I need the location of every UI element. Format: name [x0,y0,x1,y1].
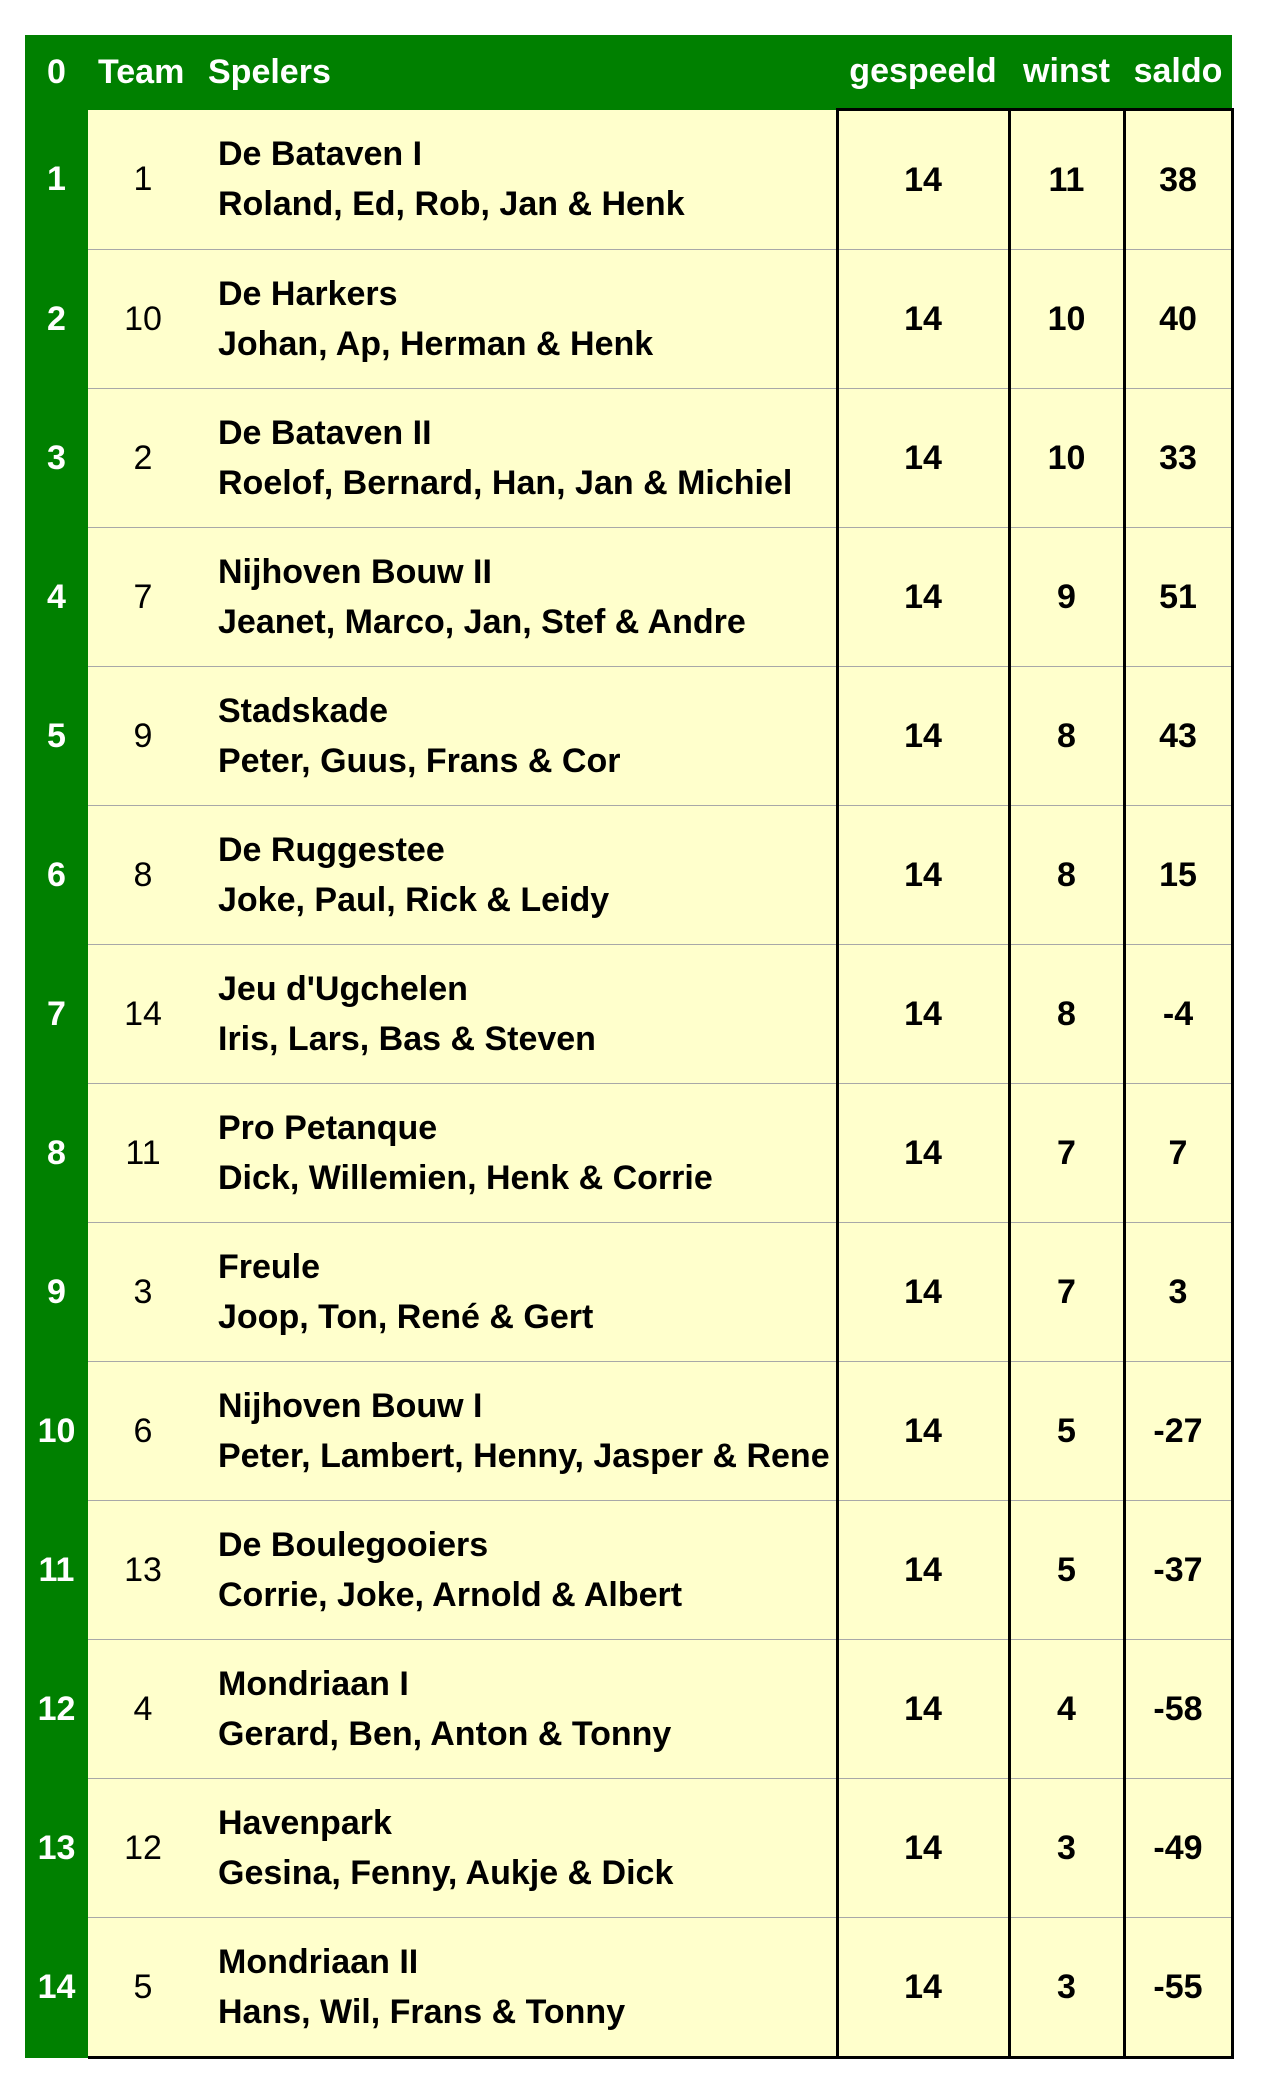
team-cell [198,667,837,806]
team-players: Roelof, Bernard, Han, Jan & Michiel [218,464,793,502]
header-team: Team [88,35,198,110]
table-row [25,1918,1232,2058]
team-cell [198,1362,837,1501]
played-cell: 14 [837,1223,1009,1362]
header-played: gespeeld [837,35,1009,110]
team-cell [198,806,837,945]
team-number-cell: 6 [88,1362,198,1501]
position-cell: 1 [25,110,88,250]
team-number-cell: 11 [88,1084,198,1223]
team-number-cell: 9 [88,667,198,806]
table-row [25,945,1232,1084]
team-cell [198,389,837,528]
team-players: Dick, Willemien, Henk & Corrie [218,1159,713,1197]
position-cell: 2 [25,250,88,389]
position-cell: 8 [25,1084,88,1223]
team-cell [198,1640,837,1779]
balance-cell: 15 [1124,806,1232,945]
position-cell: 14 [25,1918,88,2058]
played-cell: 14 [837,945,1009,1084]
played-cell: 14 [837,389,1009,528]
position-cell: 13 [25,1779,88,1918]
team-number-cell: 14 [88,945,198,1084]
team-name: De Bataven II [218,414,432,452]
wins-cell: 3 [1009,1918,1124,2058]
balance-cell: 51 [1124,528,1232,667]
position-cell: 4 [25,528,88,667]
team-players: Peter, Guus, Frans & Cor [218,742,621,780]
header-wins: winst [1009,35,1124,110]
wins-cell: 10 [1009,250,1124,389]
wins-cell: 8 [1009,667,1124,806]
team-number-cell: 13 [88,1501,198,1640]
table-row [25,250,1232,389]
balance-cell: 38 [1124,110,1232,250]
balance-cell: -55 [1124,1918,1232,2058]
standings-body [25,110,1232,2058]
balance-cell: -4 [1124,945,1232,1084]
balance-cell: 7 [1124,1084,1232,1223]
position-cell: 3 [25,389,88,528]
team-name: De Ruggestee [218,831,445,869]
standings-table [25,35,1234,2059]
team-players: Iris, Lars, Bas & Steven [218,1020,596,1058]
team-name: De Boulegooiers [218,1526,489,1564]
team-number-cell: 10 [88,250,198,389]
team-name: Mondriaan II [218,1943,419,1981]
balance-cell: 3 [1124,1223,1232,1362]
team-name: Stadskade [218,692,389,730]
header-position: 0 [25,35,88,110]
balance-cell: 43 [1124,667,1232,806]
wins-cell: 5 [1009,1362,1124,1501]
team-players: Johan, Ap, Herman & Henk [218,325,654,363]
team-cell [198,945,837,1084]
played-cell: 14 [837,528,1009,667]
balance-cell: -49 [1124,1779,1232,1918]
wins-cell: 8 [1009,806,1124,945]
team-name: De Bataven I [218,135,423,174]
table-row [25,1084,1232,1223]
team-players: Jeanet, Marco, Jan, Stef & Andre [218,603,746,641]
played-cell: 14 [837,250,1009,389]
wins-cell: 5 [1009,1501,1124,1640]
position-cell: 5 [25,667,88,806]
team-players: Joop, Ton, René & Gert [218,1298,594,1336]
team-number-cell: 7 [88,528,198,667]
team-number-cell: 3 [88,1223,198,1362]
position-cell: 10 [25,1362,88,1501]
team-number-cell: 12 [88,1779,198,1918]
team-cell [198,1501,837,1640]
team-name: Freule [218,1248,321,1286]
team-players: Hans, Wil, Frans & Tonny [218,1993,626,2031]
table-row [25,1223,1232,1362]
wins-cell: 7 [1009,1084,1124,1223]
played-cell: 14 [837,667,1009,806]
position-cell: 7 [25,945,88,1084]
played-cell: 14 [837,1779,1009,1918]
wins-cell: 7 [1009,1223,1124,1362]
team-players: Corrie, Joke, Arnold & Albert [218,1576,683,1614]
wins-cell: 10 [1009,389,1124,528]
team-players: Roland, Ed, Rob, Jan & Henk [218,185,685,224]
table-row [25,667,1232,806]
team-cell [198,1223,837,1362]
team-number-cell: 2 [88,389,198,528]
balance-cell: -27 [1124,1362,1232,1501]
wins-cell: 11 [1009,110,1124,250]
played-cell: 14 [837,110,1009,250]
team-players: Peter, Lambert, Henny, Jasper & Rene [218,1437,830,1475]
team-name: Mondriaan I [218,1665,409,1703]
team-players: Joke, Paul, Rick & Leidy [218,881,610,919]
team-number-cell: 5 [88,1918,198,2058]
balance-cell: 40 [1124,250,1232,389]
header-row [25,35,1232,110]
played-cell: 14 [837,1918,1009,2058]
wins-cell: 9 [1009,528,1124,667]
position-cell: 12 [25,1640,88,1779]
position-cell: 9 [25,1223,88,1362]
wins-cell: 8 [1009,945,1124,1084]
header-balance: saldo [1124,35,1232,110]
team-players: Gesina, Fenny, Aukje & Dick [218,1854,674,1892]
team-number-cell: 4 [88,1640,198,1779]
played-cell: 14 [837,806,1009,945]
team-name: Jeu d'Ugchelen [218,970,468,1008]
wins-cell: 3 [1009,1779,1124,1918]
team-name: Pro Petanque [218,1109,438,1147]
team-name: Nijhoven Bouw I [218,1387,483,1425]
table-row [25,1779,1232,1918]
team-players: Gerard, Ben, Anton & Tonny [218,1715,672,1753]
table-row [25,1640,1232,1779]
position-cell: 11 [25,1501,88,1640]
table-row [25,806,1232,945]
team-cell [198,1779,837,1918]
team-cell [198,528,837,667]
team-cell [198,250,837,389]
table-row [25,1501,1232,1640]
team-name: Havenpark [218,1804,392,1842]
team-name: De Harkers [218,275,398,313]
balance-cell: -58 [1124,1640,1232,1779]
played-cell: 14 [837,1640,1009,1779]
team-cell [198,110,837,250]
balance-cell: 33 [1124,389,1232,528]
team-name: Nijhoven Bouw II [218,553,492,591]
table-row [25,528,1232,667]
played-cell: 14 [837,1501,1009,1640]
team-number-cell: 1 [88,110,198,250]
wins-cell: 4 [1009,1640,1124,1779]
team-cell [198,1918,837,2058]
team-number-cell: 8 [88,806,198,945]
header-players: Spelers [198,35,837,110]
played-cell: 14 [837,1362,1009,1501]
team-cell [198,1084,837,1223]
table-row [25,110,1232,250]
table-row [25,389,1232,528]
played-cell: 14 [837,1084,1009,1223]
position-cell: 6 [25,806,88,945]
balance-cell: -37 [1124,1501,1232,1640]
table-row [25,1362,1232,1501]
